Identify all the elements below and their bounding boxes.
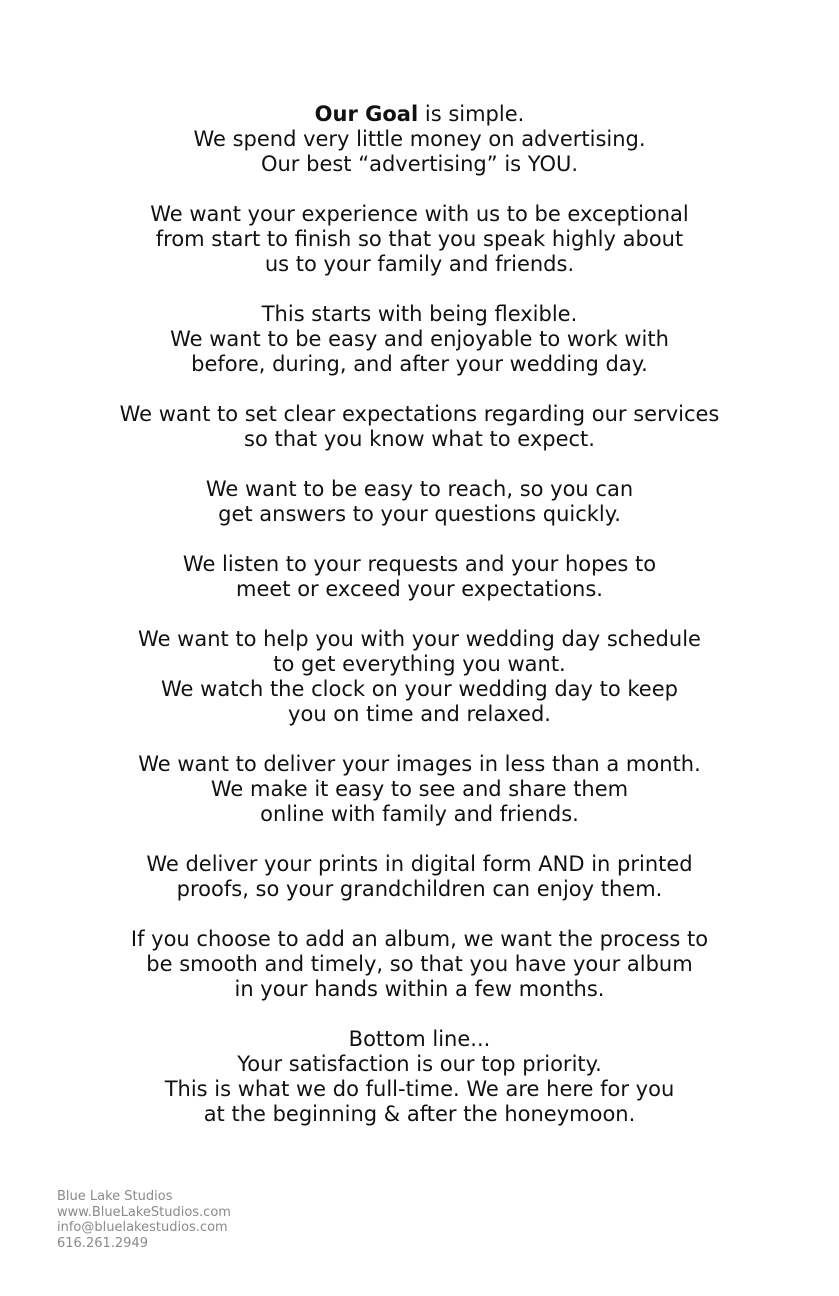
paragraph-line: us to your family and friends. — [264, 252, 575, 276]
email-link[interactable]: info@bluelakestudios.com — [57, 1220, 228, 1235]
paragraph-line: from start to finish so that you speak highly about — [155, 227, 684, 251]
listen-paragraph — [0, 552, 839, 602]
goal-heading-bold: Our Goal — [314, 102, 419, 126]
paragraph-line: If you choose to add an album, we want the process to — [130, 927, 709, 951]
paragraph-line: Bottom line... — [348, 1027, 491, 1051]
company-name: Blue Lake Studios — [57, 1189, 173, 1204]
goal-statement — [0, 102, 839, 1152]
goal-heading-line — [0, 102, 839, 127]
phone-number: 616.261.2949 — [57, 1235, 148, 1251]
paragraph-line: so that you know what to expect. — [244, 427, 595, 451]
goal-heading-rest: is simple. — [418, 102, 525, 126]
paragraph-line: meet or exceed your expectations. — [236, 577, 603, 601]
paragraph-line: We spend very little money on advertising. — [193, 127, 646, 151]
bottom-line-paragraph — [0, 1027, 839, 1127]
paragraph-line: online with family and friends. — [260, 802, 579, 826]
website-link[interactable]: www.BlueLakeStudios.com — [57, 1204, 231, 1220]
paragraph-line: We make it easy to see and share them — [210, 777, 629, 801]
paragraph-line: We watch the clock on your wedding day to keep — [161, 677, 678, 701]
schedule-paragraph — [0, 627, 839, 727]
paragraph-line: Our best “advertising” is YOU. — [260, 152, 579, 176]
paragraph-line: We want your experience with us to be exceptional — [150, 202, 689, 226]
paragraph-line: We deliver your prints in digital form AND in printed — [146, 852, 693, 876]
expectations-paragraph — [0, 402, 839, 452]
paragraph-line: We want to help you with your wedding day schedule — [138, 627, 701, 651]
paragraph-line: We want to be easy to reach, so you can — [205, 477, 634, 501]
intro-paragraph — [0, 102, 839, 177]
paragraph-line: This starts with being flexible. — [261, 302, 578, 326]
prints-paragraph — [0, 852, 839, 902]
paragraph-line: you on time and relaxed. — [288, 702, 551, 726]
paragraph-line: before, during, and after your wedding day. — [191, 352, 648, 376]
paragraph-line: We want to be easy and enjoyable to work with — [170, 327, 669, 351]
reach-paragraph — [0, 477, 839, 527]
paragraph-line: We listen to your requests and your hopes to — [182, 552, 657, 576]
paragraph-line: We want to set clear expectations regarding our services — [119, 402, 720, 426]
delivery-paragraph — [0, 752, 839, 827]
album-paragraph — [0, 927, 839, 1002]
experience-paragraph — [0, 202, 839, 277]
paragraph-line: at the beginning & after the honeymoon. — [203, 1102, 636, 1126]
paragraph-line: proofs, so your grandchildren can enjoy them. — [176, 877, 663, 901]
paragraph-line: We want to deliver your images in less than a month. — [138, 752, 701, 776]
flexible-paragraph — [0, 302, 839, 377]
contact-footer — [57, 1189, 231, 1251]
paragraph-line: Your satisfaction is our top priority. — [237, 1052, 602, 1076]
paragraph-line: in your hands within a few months. — [234, 977, 605, 1001]
paragraph-line: This is what we do full-time. We are here for you — [164, 1077, 675, 1101]
paragraph-line: get answers to your questions quickly. — [218, 502, 621, 526]
paragraph-line: to get everything you want. — [273, 652, 566, 676]
paragraph-line: be smooth and timely, so that you have your album — [146, 952, 693, 976]
